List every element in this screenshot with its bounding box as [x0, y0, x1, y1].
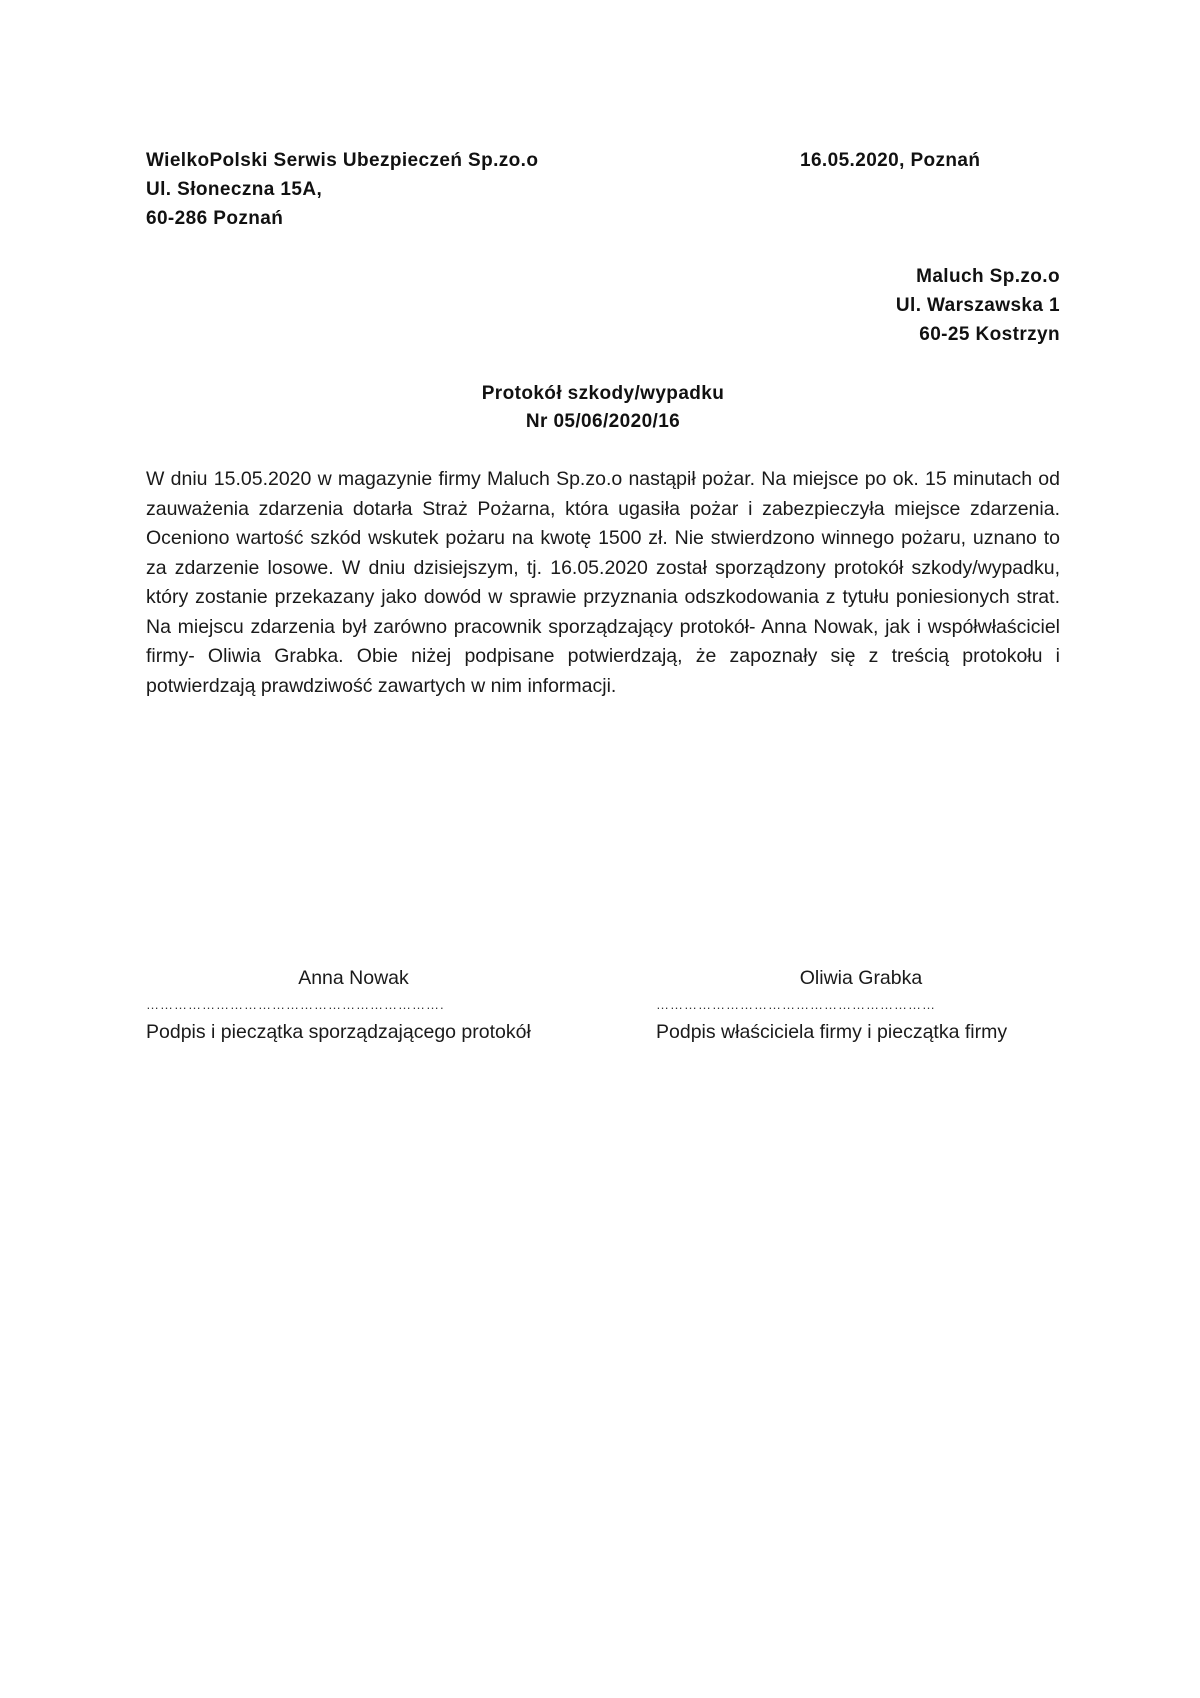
signature-caption-left: Podpis i pieczątka sporządzającego protokół	[146, 1021, 531, 1043]
document-title	[146, 380, 1060, 436]
date-place: 16.05.2020, Poznań	[800, 150, 981, 171]
sender-name: WielkoPolski Serwis Ubezpieczeń Sp.zo.o	[146, 150, 539, 171]
title-line-2: Nr 05/06/2020/16	[525, 411, 681, 432]
signature-block-left	[146, 964, 591, 1046]
signature-block-right	[656, 964, 1076, 1046]
signature-line-left: ……………………………………………………….	[146, 997, 445, 1012]
signatory-name-right: Oliwia Grabka	[799, 967, 923, 989]
title-line-1: Protokół szkody/wypadku	[481, 383, 725, 404]
sender-city: 60-286 Poznań	[146, 208, 284, 229]
recipient-name: Maluch Sp.zo.o	[916, 266, 1060, 287]
recipient-street: Ul. Warszawska 1	[895, 295, 1060, 316]
body-paragraph: W dniu 15.05.2020 w magazynie firmy Maluch Sp.zo.o nastąpił pożar. Na miejsce po ok. 15 minutach od zauważenia zdarzenia dotarła Straż Pożarna, która ugasiła pożar i zabezpieczyła miejsce zdarzenia. Oceniono wartość szkód wskutek pożaru na kwotę 1500 zł. Nie stwierdzono winnego pożaru, uznano to za zdarzenie losowe. W dniu dzisiejszym, tj. 16.05.2020 został sporządzony protokół szkody/wypadku, który zostanie przekazany jako dowód w sprawie przyznania odszkodowania z tytułu poniesionych strat. Na miejscu zdarzenia był zarówno pracownik sporządzający protokół- Anna Nowak, jak i współwłaściciel firmy- Oliwia Grabka. Obie niżej podpisane potwierdzają, że zapoznały się z treścią protokołu i potwierdzają prawdziwość zawartych w nim informacji.	[146, 468, 1060, 697]
signature-line-right: ……………………………………………………	[656, 997, 936, 1012]
sender-street: Ul. Słoneczna 15A,	[146, 179, 323, 200]
signature-caption-right: Podpis właściciela firmy i pieczątka firmy	[656, 1021, 1008, 1043]
signatory-name-left: Anna Nowak	[298, 967, 409, 989]
sender-address	[146, 146, 538, 233]
recipient-address	[896, 262, 1060, 349]
recipient-city: 60-25 Kostrzyn	[919, 324, 1060, 345]
